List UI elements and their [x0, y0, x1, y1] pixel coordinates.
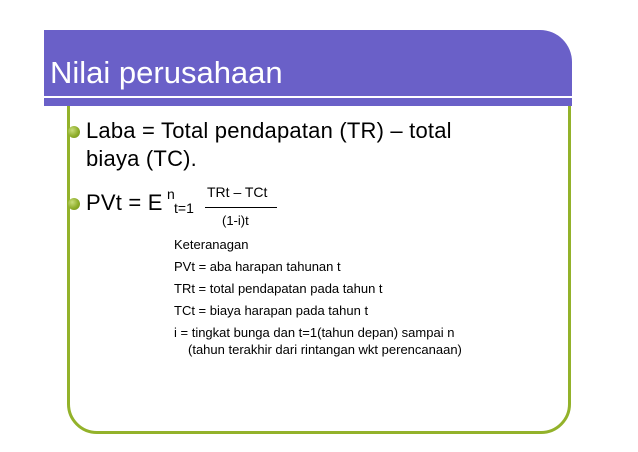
formula-denominator: (1-i)t [222, 213, 249, 228]
slide-title: Nilai perusahaan [50, 55, 283, 90]
bullet-1-icon [68, 126, 80, 138]
formula-superscript: n [167, 186, 175, 202]
formula-subscript: t=1 [174, 200, 194, 216]
note-item: i = tingkat bunga dan t=1(tahun depan) sampai n [174, 325, 455, 340]
note-item: TCt = biaya harapan pada tahun t [174, 303, 369, 318]
title-underline [44, 96, 572, 98]
formula-numerator: TRt – TCt [207, 184, 268, 200]
note-item: (tahun terakhir dari rintangan wkt perencanaan) [188, 342, 462, 357]
notes-heading: Keteranagan [174, 237, 249, 252]
bullet-1-line-2: biaya (TC). [86, 146, 197, 171]
formula-pvt: PVt = E [86, 190, 163, 215]
note-item: TRt = total pendapatan pada tahun t [174, 281, 383, 296]
note-item: PVt = aba harapan tahunan t [174, 259, 341, 274]
bullet-2-icon [68, 198, 80, 210]
bullet-1-line-1: Laba = Total pendapatan (TR) – total [86, 118, 452, 143]
fraction-bar [205, 207, 277, 208]
